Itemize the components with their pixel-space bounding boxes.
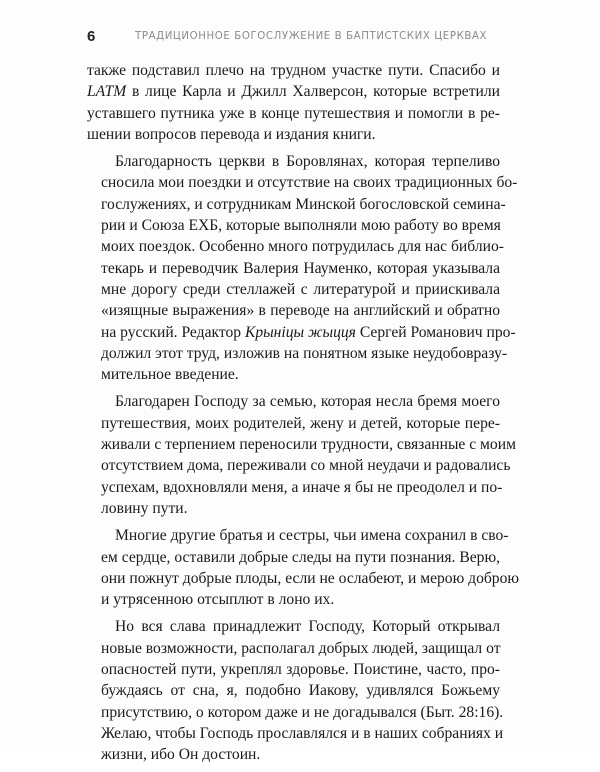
text-line: Многие другие братья и сестры, чьи имена сохранил в сво- xyxy=(115,527,509,545)
text-line: присутствию, о котором даже и не догадывался (Быт. 28:16). xyxy=(101,703,504,721)
text-line: шении вопросов перевода и издания книги. xyxy=(87,125,376,143)
text-line: Благодарность церкви в Боровлянах, которая терпеливо xyxy=(115,153,500,171)
page-header xyxy=(87,28,517,46)
page-number: 6 xyxy=(87,28,96,45)
text-line: успехам, вдохновляли меня, а иначе я бы не преодолел и по- xyxy=(101,478,503,496)
text-line: «изящные выражения» в переводе на английский и обратно xyxy=(101,302,500,320)
text-line: отсутствием дома, переживали со мной неудачи и радовались xyxy=(101,457,511,475)
text-line: уставшего путника уже в конце путешествия и помогли в ре- xyxy=(87,104,500,122)
paragraph xyxy=(87,151,518,385)
text-line: ем сердце, оставили добрые следы на пути познания. Верю, xyxy=(101,548,500,566)
text-line: путешествия, моих родителей, жену и детей, которые пере- xyxy=(101,414,500,432)
text-line: опасностей пути, укреплял здоровье. Поистине, часто, про- xyxy=(101,661,500,679)
italic-title: Крыніцы жыцця xyxy=(244,323,356,341)
paragraph xyxy=(87,616,504,765)
text-line: гослужениях, и сотрудникам Минской богословской семина- xyxy=(101,195,506,213)
text-line: сносила мои поездки и отсутствие на своих традиционных бо- xyxy=(101,174,518,192)
text-line: должил этот труд, изложив на понятном языке неудобовразу- xyxy=(101,344,508,362)
text-line: текарь и переводчик Валерия Науменко, которая указывала xyxy=(101,259,500,277)
text-line: также подставил плечо на трудном участке пути. Спасибо и xyxy=(87,62,500,79)
italic-title: LATM xyxy=(87,83,127,101)
body-text xyxy=(87,60,520,772)
text-line: буждаясь от сна, я, подобно Иакову, удивлялся Божьему xyxy=(101,682,500,700)
text-line: Желаю, чтобы Господь прославлялся и в наших собраниях и xyxy=(101,724,504,742)
text-line: Благодарен Господу за семью, которая несла бремя моего xyxy=(115,393,500,411)
paragraph xyxy=(87,391,516,519)
text-line: новые возможности, располагал добрых людей, защищал от xyxy=(101,639,501,657)
text-line: жизни, ибо Он достоин. xyxy=(101,746,261,764)
text-line: LATM в лице Карла и Джилл Халверсон, которые встретили xyxy=(87,83,500,101)
text-line: и утрясенною отсыплют в лоно их. xyxy=(101,591,335,609)
text-line: мне дорогу среди стеллажей с литературой и приискивала xyxy=(101,280,500,298)
running-title: ТРАДИЦИОННОЕ БОГОСЛУЖЕНИЕ В БАПТИСТСКИХ ЦЕРКВАХ xyxy=(135,31,488,42)
text-line: ловину пути. xyxy=(101,499,188,517)
text-line: на русский. Редактор Крыніцы жыцця Сергей Романович про- xyxy=(101,323,516,341)
text-line: они пожнут добрые плоды, если не ослабеют, и мерою доброю xyxy=(101,569,520,587)
text-line: мительное введение. xyxy=(101,366,239,384)
text-line: Но вся слава принадлежит Господу, Который открывал xyxy=(115,618,500,636)
paragraph xyxy=(87,525,520,610)
text-line: живали с терпением переносили трудности, связанные с моим xyxy=(101,436,516,454)
paragraph xyxy=(87,60,500,145)
text-line: рии и Союза ЕХБ, которые выполняли мою работу во время xyxy=(101,217,501,235)
text-line: моих поездок. Особенно много потрудилась для нас библио- xyxy=(101,238,504,256)
